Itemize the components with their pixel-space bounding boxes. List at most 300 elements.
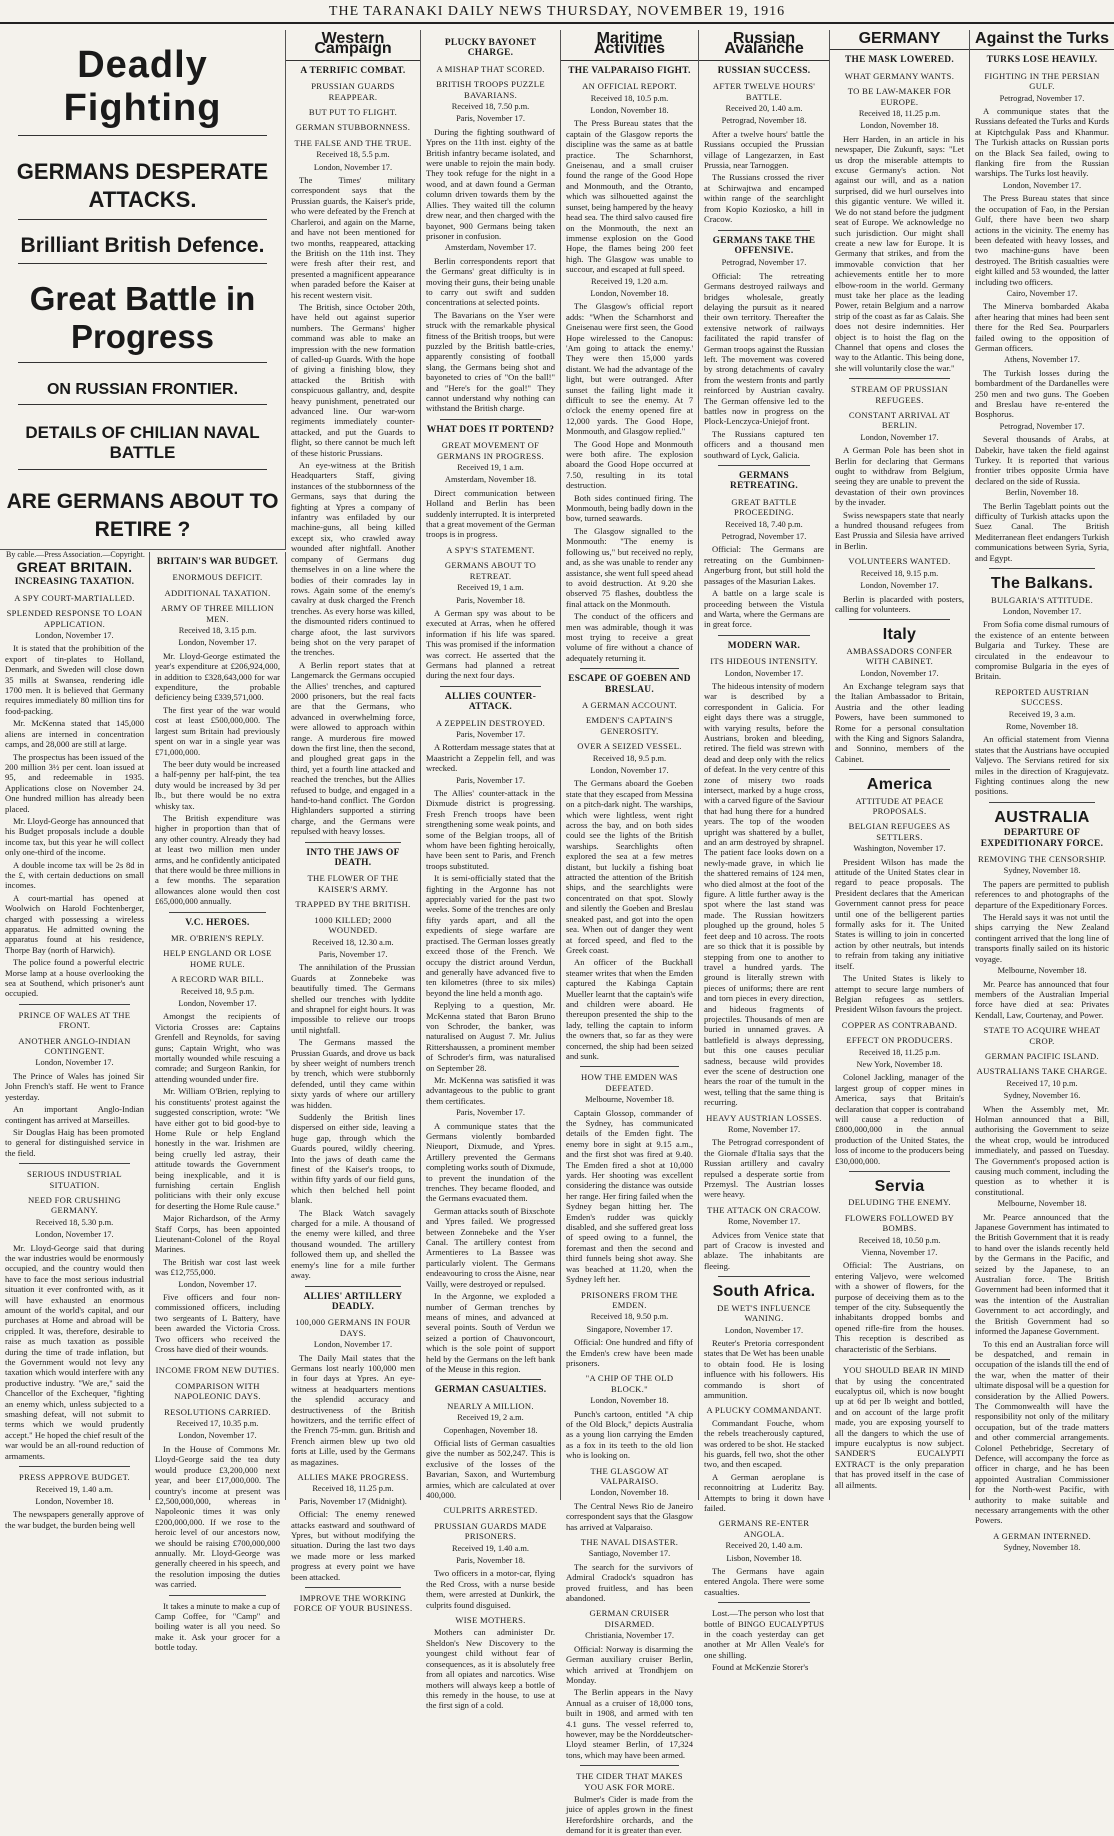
- divider: [18, 469, 267, 470]
- dateline: Sydney, November 16.: [1003, 1091, 1081, 1101]
- subhead: GERMANS RETREATING.: [730, 471, 798, 492]
- dateline: Rome, November 17.: [727, 1125, 801, 1134]
- section-head-western-campaign: Western Campaign: [286, 30, 420, 61]
- dateline: London, November 18.: [590, 288, 669, 298]
- subhead: INCOME FROM NEW DUTIES.: [155, 1365, 280, 1376]
- dateline: Paris, November 17.: [456, 775, 525, 785]
- divider: [440, 1379, 541, 1380]
- divider: [849, 619, 950, 620]
- advertisement: Mothers can administer Dr. Sheldon's New Discovery to the youngest child without fear of consequences, as it is absolutely free from all opiates and narcotics. Wise mothers will always keep a bottle of this remedy in the house, to use at the first sign of a cold.: [426, 1627, 555, 1711]
- paragraph: A communique states that the Germans violently bombarded Nieuport, Dixmude, and Ypres. Artillery prevented the Germans completing works south of Dixmude, to prevent the inundation of the trenches. They became flooded, and the Germans evacuated them.: [426, 1120, 555, 1204]
- dateline: London, November 17.: [313, 1340, 393, 1350]
- received-line: Received 18, 7.40 p.m.: [725, 519, 803, 529]
- received-line: Received 19, 1.40 a.m.: [36, 1484, 113, 1494]
- subhead: THE ATTACK ON CRACOW.: [707, 1204, 821, 1215]
- paragraph: An officer of the Buckhall steamer writes that when the Emden captured the Kabinga Captain Mueller learnt that the captain's wife and children were aboard. He thereupon presented the ship to the lady, telling the captain to inform the owners that, so far as they were concerned, the ship had been seized and sunk.: [566, 957, 693, 1061]
- subhead: ENORMOUS DEFICIT.: [172, 572, 263, 583]
- divider: [718, 230, 810, 231]
- column-against-turks: [970, 30, 1114, 1553]
- divider: [849, 1171, 950, 1172]
- subhead: A GERMAN ACCOUNT.: [582, 699, 677, 710]
- paragraph: The Russians captured ten officers and a thousand men southward of Lyck, Galicia.: [704, 428, 824, 460]
- received-line: Received 19, 1 a.m.: [457, 583, 524, 593]
- subhead: A TERRIFIC COMBAT.: [300, 65, 406, 76]
- subhead: TO BE LAW-MAKER FOR EUROPE.: [847, 86, 952, 107]
- advertisement-head: WISE MOTHERS.: [455, 1615, 526, 1626]
- paragraph: The United States is likely to attempt to secure large numbers of Belgian refugees as settlers. President Wilson favours the project.: [835, 973, 964, 1015]
- paragraph: Replying to a question, Mr. McKenna stated that Baron Bruno von Schroder, the banker, was naturalised on August 7. Mr. Julius Rittershaussen, a prominent member of Schroder's firm, was naturalised on September 28.: [426, 1000, 555, 1073]
- cable-credit: By cable.—Press Association.—Copyright.: [6, 550, 145, 559]
- subhead: INTO THE JAWS OF DEATH.: [306, 847, 400, 869]
- subhead: SPLENDED RESPONSE TO LOAN APPLICATION.: [6, 608, 143, 629]
- subhead: THE FLOWER OF THE KAISER'S ARMY.: [307, 873, 399, 894]
- paragraph: The Germans have again entered Angola. There were some casualties.: [704, 1566, 824, 1597]
- headline-germans-desperate: GERMANS DESPERATE ATTACKS.: [16, 159, 269, 212]
- subhead: MODERN WAR.: [727, 640, 801, 651]
- subhead: PRINCE OF WALES AT THE FRONT.: [18, 1009, 131, 1031]
- section-head-maritime: Maritime Activities: [561, 30, 698, 61]
- divider: [989, 568, 1095, 569]
- headline-russian-frontier: ON RUSSIAN FRONTIER.: [46, 381, 239, 398]
- subhead: THE VALPARAISO FIGHT.: [568, 65, 691, 76]
- paragraph: The newspapers generally approve of the war budget, the burden being well: [5, 1509, 144, 1530]
- subhead: STATE TO ACQUIRE WHEAT CROP.: [983, 1025, 1101, 1046]
- subhead: CULPRITS ARRESTED.: [443, 1505, 538, 1516]
- subhead: ALLIES MAKE PROGRESS.: [297, 1472, 409, 1482]
- subhead: GERMANS TAKE THE OFFENSIVE.: [712, 235, 816, 256]
- dateline: London, November 17.: [860, 668, 939, 678]
- dateline: Cairo, November 17.: [1006, 288, 1078, 298]
- dateline: London, November 17.: [590, 766, 669, 775]
- section-head-russian: Russian Avalanche: [699, 30, 829, 61]
- subhead: BRITISH TROOPS PUZZLE BAVARIANS.: [436, 79, 545, 100]
- dateline: Melbourne, November 18.: [997, 1199, 1087, 1209]
- subhead: REPORTED AUSTRIAN SUCCESS.: [994, 686, 1090, 708]
- received-line: Received 18, 11.25 p.m.: [858, 1047, 941, 1057]
- dateline: London, November 17.: [724, 668, 804, 678]
- paragraph: The Berlin Tageblatt points out the difficulty of Turkish attacks upon the Suez Canal. The British Mediterranean fleet endangers Turkish communications between Syria, Syria, and Egypt.: [975, 500, 1109, 563]
- received-line: Received 19, 2 a.m.: [457, 1413, 524, 1423]
- dateline: Paris, November 18.: [456, 595, 525, 605]
- paragraph: Official: The Austrians, on entering Valjevo, were welcomed with a shower of flowers, for the purpose of deceiving them as to the temper of the city. Subsequently the inhabitants dropped bombs and opened rifle-fire from the houses. This reception is described as characteristic of the Serbians.: [835, 1260, 964, 1354]
- divider: [19, 1004, 130, 1005]
- dateline: Melbourne, November 18.: [585, 1095, 674, 1105]
- subhead: VOLUNTEERS WANTED.: [848, 556, 951, 567]
- divider: [18, 263, 267, 264]
- paragraph: Official lists of German casualties give the number as 502,247. This is exclusive of the losses of the Bavarian, Saxon, and Wurtemburg armies, which are calculated at over 400,000.: [426, 1437, 555, 1500]
- subhead: DE WET'S INFLUENCE WANING.: [717, 1302, 811, 1324]
- subhead: PRUSSIAN GUARDS MADE PRISONERS.: [434, 1520, 547, 1542]
- subhead: GERMANS ABOUT TO RETREAT.: [444, 560, 537, 581]
- paragraph: From Sofia come dismal rumours of the existence of an entente between Bulgaria and Turkey. These are circulated in the endeavour to compromise Bulgaria in the eyes of Britain.: [975, 619, 1109, 682]
- received-line: Received 18, 9.15 p.m.: [860, 568, 939, 578]
- divider: [718, 1602, 810, 1603]
- dateline: Melbourne, November 18.: [997, 966, 1087, 976]
- divider: [305, 842, 401, 843]
- subhead: "A CHIP OF THE OLD BLOCK.": [585, 1373, 674, 1394]
- paragraph: It is semi-officially stated that the fighting in the Argonne has not appreciably varied for the past two weeks. Some of the trenches are only fifty yards apart, and all the expedients of siege warfare are practised. The German losses greatly exceed those of the French. We occupy the district around Verdun, and generally have advanced five to ten kilometres (three to six miles) beyond the line held a month ago.: [426, 873, 555, 998]
- received-line: Received 18, 9.5 p.m.: [180, 986, 255, 996]
- subhead: 1000 KILLED; 2000 WOUNDED.: [314, 914, 392, 936]
- headline-great-battle: Great Battle in Progress: [29, 280, 256, 355]
- subhead: A GERMAN INTERNED.: [993, 1530, 1091, 1541]
- advertisement: It takes a minute to make a cup of Camp Coffee, for "Camp" and boiling water is all you need. So make it. Ask your grocer for a bottle today.: [155, 1600, 280, 1653]
- paragraph: In the Argonne, we exploded a number of German trenches by means of mines, and advanced at several points. South of Verdun we seized a portion of Chauvoncourt, which is the sole point of support held by the Germans on the left bank of the Meuse in this region.: [426, 1291, 555, 1374]
- received-line: Received 20, 1.40 a.m.: [725, 104, 803, 114]
- received-line: Received 19, 1.40 a.m.: [452, 1543, 529, 1553]
- subhead: COPPER AS CONTRABAND.: [841, 1019, 958, 1030]
- paragraph: The Germans aboard the Goeben state that they escaped from Messina on a pitch-dark night. The warships, which were lightless, went right across the bay, and on both sides could see the lights of the British warships. Searchlights often explored the sea at a few metres distant, but luckily a fishing boat attracted the attention of the British ships, and the searchlights were concentrated on that spot. Slowly and silently the Goeben and Breslau sneaked past, and got into the open sea. When out of danger they went at forced speed, and fled to the Greek coast.: [566, 778, 693, 955]
- dateline: London, November 17.: [860, 581, 939, 591]
- dateline: London, November 17.: [860, 432, 939, 442]
- subhead: MR. O'BRIEN'S REPLY.: [170, 933, 265, 943]
- subhead: ADDITIONAL TAXATION.: [164, 587, 271, 598]
- dateline: London, November 17.: [178, 1279, 257, 1289]
- subhead: V.C. HEROES.: [185, 917, 250, 928]
- subhead: ATTITUDE AT PEACE PROPOSALS.: [855, 795, 944, 816]
- paragraph: Mr. Pearce announced that the Japanese Government has intimated to the British Government that it is ready to hand over the islands recently held by the Germans in the Pacific, and seized by the Japanese, to an Australian force. The British Government had been informed that it was the intention of the Australian Government to act accordingly, and the British Government had so informed the Japanese Government.: [975, 1211, 1109, 1337]
- subhead: A RECORD WAR BILL.: [171, 974, 264, 985]
- dateline: Petrograd, November 17.: [721, 532, 807, 542]
- paragraph: A battle on a large scale is proceeding between the Vistula and Warta, where the Germans are in great force.: [704, 588, 824, 630]
- dateline: Lisbon, November 18.: [726, 1553, 802, 1563]
- subhead: WHAT GERMANY WANTS.: [844, 70, 955, 81]
- received-line: Received 18, 5.5 p.m.: [316, 150, 390, 160]
- subhead: A SPY COURT-MARTIALLED.: [14, 592, 135, 603]
- paragraph: Both sides continued firing. The Monmouth, being badly down in the bow, turned seawards.: [566, 492, 693, 524]
- paragraph: A German spy was about to be executed at Arras, when he offered information if his life was spared. This was promised if the information was correct. He asserted that the Germans had planned a retreat during the next four days.: [426, 607, 555, 681]
- paragraph: The Good Hope and Monmouth were both afire. The explosion aboard the Good Hope occurred at 7.50, resulting in its total destruction.: [566, 438, 693, 491]
- paragraph: Major Richardson, of the Army Staff Corps, has been appointed Lieutenant-Colonel of the Royal Marines.: [155, 1213, 280, 1255]
- subhead: DEPARTURE OF EXPEDITIONARY FORCE.: [980, 828, 1104, 849]
- subhead: RUSSIAN SUCCESS.: [717, 65, 811, 76]
- received-line: Received 18, 12.30 a.m.: [312, 937, 394, 947]
- divider: [989, 802, 1095, 803]
- paragraph: Mr. Lloyd-George estimated the year's expenditure at £206,924,000, in addition to £328,643,000 for war expenditure, the probable deficiency being £339,571,000.: [155, 650, 280, 703]
- dateline: Amsterdam, November 17.: [444, 243, 537, 253]
- paragraph: The British war cost last week was £12,755,000.: [155, 1256, 280, 1278]
- received-line: Received 18, 10.5 p.m.: [590, 93, 669, 103]
- column-maritime-activities: [561, 30, 699, 1836]
- subhead: BRITAIN'S WAR BUDGET.: [156, 557, 279, 567]
- paragraph: The Petrograd correspondent of the Giornale d'Italia says that the Russian artillery and cavalry repulsed a desperate sortie from Przemysl. The Austrian losses were heavy.: [704, 1137, 824, 1200]
- paragraph: The Daily Mail states that the Germans lost nearly 100,000 men in four days at Ypres. An eye-witness at headquarters mentions the splendid accuracy and destructiveness of the British howitzers, and the terrific effect of the French 75-mm. gun. British and French airmen blew up two old forts at Lille, used by the Germans as magazines.: [291, 1352, 415, 1467]
- section-head-america: America: [866, 776, 933, 794]
- received-line: Received 18, 3.15 p.m.: [178, 626, 257, 636]
- subhead: GREAT BATTLE PROCEEDING.: [731, 496, 797, 518]
- subhead: GERMAN CASUALTIES.: [434, 1385, 547, 1396]
- headline-british-defence: Brilliant British Defence.: [20, 234, 265, 257]
- advertisement: Lost.—The person who lost that bottle of BINGO EUCALYPTUS in the coach yesterday can get another at Mr Allen Veale's for one shilling.: [704, 1608, 824, 1660]
- received-line: Received 19, 3 a.m.: [1008, 709, 1076, 719]
- paragraph: A German Pole has been shot in Berlin for declaring that Germans ought to withdraw from Belgium, seeing they are unable to prevent the devastation of their own provinces by the invader.: [835, 445, 964, 508]
- dateline: London, November 17.: [724, 1325, 804, 1335]
- subhead: 100,000 GERMANS IN FOUR DAYS.: [295, 1317, 411, 1338]
- paragraph: The police found a powerful electric Morse lamp at a house overlooking the sea at Southend, which prisoner's aunt occupied.: [5, 957, 144, 999]
- section-head-germany: GERMANY: [830, 30, 969, 50]
- paragraph: The first year of the war would cost at least £500,000,000. The largest sum Britain had previously spent on war in a single year was £71,000,000.: [155, 704, 280, 757]
- subhead: REMOVING THE CENSORSHIP.: [977, 854, 1107, 865]
- section-head-australia: AUSTRALIA: [994, 808, 1090, 826]
- dateline: Paris, November 17 (Midnight).: [299, 1496, 407, 1506]
- subhead: AMBASSADORS CONFER WITH CABINET.: [846, 645, 953, 667]
- headline-retire: ARE GERMANS ABOUT TO RETIRE ?: [6, 490, 279, 541]
- advertisement: Found at McKenzie Storer's: [712, 1662, 809, 1673]
- paragraph: The Bavarians on the Yser were struck with the remarkable physical fitness of the British troops, but were puzzled by the British battle-cries, apparently consisting of football slang, the Germans being shot and bayoneted to cries of "On the ball!" and "Here's for the goal!" They cannot understand why nothing can withstand the British charge.: [426, 309, 555, 414]
- divider: [18, 219, 267, 220]
- paragraph: In the House of Commons Mr. Lloyd-George said the tea duty would produce £3,200,000 next year, and beer £17,000,000. The country's income at present was £2,500,000,000, whereas in Napoleonic times it was only £200,000,000. If we rose to the heroic level of our ancestors now, we should be raising £700,000,000 annually. Mr. Lloyd-George was generally cheered in his speech, and the resolution imposing the duties was carried.: [155, 1443, 280, 1590]
- paragraph: Five officers and four non-commissioned officers, including two sergeants of L Battery, have been awarded the Victoria Cross. Two officers who received the Cross have died of their wounds.: [155, 1292, 280, 1355]
- dateline: Paris, November 17.: [456, 729, 525, 739]
- subhead: CONSTANT ARRIVAL AT BERLIN.: [848, 410, 951, 431]
- masthead: [0, 0, 1114, 24]
- section-head-italy: Italy: [882, 626, 917, 644]
- paragraph: The Prince of Wales has joined Sir John French's staff. He went to France yesterday.: [5, 1070, 144, 1102]
- subhead: STREAM OF PRUSSIAN REFUGEES.: [850, 384, 949, 405]
- subhead: ESCAPE OF GOEBEN AND BRESLAU.: [568, 674, 691, 695]
- section-head-servia: Servia: [874, 1178, 925, 1195]
- subhead: FLOWERS FOLLOWED BY BOMBS.: [844, 1212, 955, 1234]
- dateline: Paris, November 17.: [456, 1108, 525, 1118]
- paragraph: Sir Douglas Haig has been promoted to general for distinguished service in the field.: [5, 1126, 144, 1158]
- dateline: Paris, November 17.: [456, 114, 525, 124]
- paragraph: Two officers in a motor-car, flying the Red Cross, with a nurse beside them, were arrested at Dunkirk, the culprits found disguised.: [426, 1568, 555, 1610]
- subhead: TRAPPED BY THE BRITISH.: [295, 899, 411, 910]
- received-line: Received 19, 1.20 a.m.: [591, 276, 668, 286]
- paragraph: The Germans massed the Prussian Guards, and drove us back by sheer weight of numbers trench by trench, which were stubbornly defended, until they came within sixty yards of where our artillery was hidden.: [291, 1037, 415, 1110]
- paragraph: Official: The retreating Germans destroyed railways and bridges wholesale, greatly delaying the pursuit as it neared their own territory. Thereafter the extensive network of railways facilitated the rapid transfer of German troops against the Russian left. The movement was covered by strong detachments of cavalry from the western fronts and partly reinforced by Austrian cavalry. The German offensive led to the battles now in progress on the Plock-Lenczyca-Uniejof front.: [704, 270, 824, 427]
- subhead: PRUSSIAN GUARDS REAPPEAR.: [311, 81, 395, 102]
- divider: [169, 1359, 266, 1360]
- dateline: Paris, November 18.: [456, 1556, 525, 1566]
- paragraph: Mr. Pearce has announced that four members of the Australian Imperial force have died at sea: Privates Kendall, Law, Courtenay, and Power.: [975, 978, 1109, 1020]
- subhead: AUSTRALIANS TAKE CHARGE.: [976, 1066, 1108, 1077]
- subhead: PRISONERS FROM THE EMDEN.: [581, 1289, 678, 1310]
- dateline: London, November 17.: [1002, 606, 1082, 616]
- subhead: AFTER TWELVE HOURS' BATTLE.: [712, 81, 816, 102]
- subhead: ITS HIDEOUS INTENSITY.: [710, 656, 818, 667]
- paragraph: Commandant Fouche, whom the rebels treacherously captured, was ordered to be shot. He stacked his guards, fell two, shot the other two, and then escaped.: [704, 1417, 824, 1470]
- subhead: PRESS APPROVE BUDGET.: [19, 1472, 130, 1483]
- paragraph: The prospectus has been issued of the 200 million 3½ per cent. loan issued at 95, and redeemable in 1935. Applications close on November 24. One hundred million has already been placed.: [5, 751, 144, 814]
- paragraph: Mr. William O'Brien, replying to his constituents' protest against the suggested conscription, wrote: "We have either got to bid good-bye to Home Rule or help England honestly in the war. Irishmen are being cruelly led astray, their attitude towards the Government being inexplicable, and it is furnishing certain English politicians with their only excuse for deserting the Home Rule cause.": [155, 1086, 280, 1211]
- dateline: Rome, November 17.: [727, 1217, 801, 1227]
- subhead: INCREASING TAXATION.: [14, 577, 135, 588]
- section-head-great-britain: GREAT BRITAIN.: [16, 559, 133, 575]
- paragraph: The Berlin appears in the Navy Annual as a cruiser of 18,000 tons, built in 1908, and armed with ten 4.1 guns. The vessel referred to, however, may be the Norddeutscher-Lloyd steamer Berlin, of 17,324 tons, which may have been armed.: [566, 1687, 693, 1760]
- column-war-budget: [150, 552, 286, 1653]
- subhead: NEARLY A MILLION.: [447, 1400, 534, 1411]
- paragraph: The Press Bureau states that the captain of the Glasgow reports the discipline was the same as at battle practice. The Scharnhorst, Gneisenau, and a small cruiser found the range of the Good Hope and Monmouth, and the Otranto, which was silhouetted against the sunset, being hampered by the heavy head sea. The third salvo caused fire on the Monmouth, the next an immense explosion on the Good Hope, the flames being 200 feet high. The Glasgow was unable to succour, and escaped at full speed.: [566, 118, 693, 275]
- paragraph: The search for the survivors of Admiral Cradock's squadron has proved fruitless, and has been abandoned.: [566, 1561, 693, 1604]
- subhead: EFFECT ON PRODUCERS.: [846, 1035, 953, 1046]
- subhead: GERMAN STUBBORNNESS.: [295, 122, 411, 133]
- subhead: BUT PUT TO FLIGHT.: [308, 107, 398, 118]
- dateline: Berlin, November 18.: [1005, 488, 1079, 498]
- divider: [440, 686, 541, 687]
- column-bayonet-charge: [421, 30, 561, 1711]
- divider: [849, 1359, 950, 1360]
- subhead: OVER A SEIZED VESSEL.: [577, 741, 682, 752]
- received-line: Received 18, 9.50 p.m.: [590, 1312, 669, 1322]
- dateline: Paris, November 17.: [318, 949, 388, 959]
- paragraph: A double income tax will be 2s 8d in the £, with certain deductions on small incomes.: [5, 859, 144, 891]
- column-russian-avalanche: [699, 30, 830, 1673]
- paragraph: To this end an Australian force will be despatched, and remain in occupation of the islands till the end of the war, when the matter of their ultimate disposal will be a question for consideration by the Allied Powers. The Commonwealth will have the responsibility not only of the military occupation, but of the trade matters and other commercial arrangements. Colonel Pethebridge, Secretary of Defence, will accompany the force as officer in charge, and he has been appointed Australian Commissioner for the North-west Pacific, with authority to make suitable and necessary arrangements with the other Powers.: [975, 1338, 1109, 1526]
- paragraph: The British expenditure was higher in proportion than that of any other country. Already they had at least two million men under arms, and he confidently anticipated that there would be three millions in a few months. The separation allowances alone would then cost £65,000,000 annually.: [155, 812, 280, 907]
- paragraph: Official: One hundred and fifty of the Emden's crew have been made prisoners.: [566, 1337, 693, 1368]
- paragraph: Punch's cartoon, entitled "A chip of the Old Block," depicts Australia as a young lion carrying the Emden as a fox in its teeth to the old lion who is looking on.: [566, 1408, 693, 1461]
- paragraph: German attacks south of Bixschote and Ypres failed. We progressed between Zonnebeke and the Yser Canal. The artillery contest from Armentieres to La Bassee was particularly violent. The Germans endeavouring to cross the Aisne, near Vailly, were destroyed or repulsed.: [426, 1205, 555, 1289]
- dateline: Sydney, November 18.: [1003, 866, 1081, 876]
- dateline: Vienna, November 17.: [861, 1248, 938, 1258]
- paragraph: Colonel Jackling, manager of the largest group of copper mines in America, says that Britain's declaration that copper is contraband will cause a reduction of £800,000,000 in the annual production of the United States, the loss of income to the producers being £30,000,000.: [835, 1072, 964, 1166]
- paragraph: An important Anglo-Indian contingent has arrived at Marseilles.: [5, 1104, 144, 1125]
- subhead: ALLIES' ARTILLERY DEADLY.: [303, 1291, 403, 1312]
- headline-chilian-battle: DETAILS OF CHILIAN NAVAL BATTLE: [25, 423, 260, 462]
- paragraph: Several thousands of Arabs, at Dabekir, have taken the field against Turkey. It is reported that various frontier tribes opposite Urmia have declared on the side of Russia.: [975, 434, 1109, 486]
- subhead: FIGHTING IN THE PERSIAN GULF.: [984, 70, 1100, 92]
- received-line: Received 20, 1.40 a.m.: [725, 1541, 803, 1551]
- subhead: THE NAVAL DISASTER.: [580, 1537, 679, 1548]
- paragraph: The Press Bureau states that since the occupation of Fao, in the Persian Gulf, there have been two sharp actions in the vicinity. The enemy has been defeated with heavy losses, and two machine-guns have been destroyed. The British casualties were eight killed and 53 wounded, the latter including two officers.: [975, 193, 1109, 287]
- divider: [19, 1466, 130, 1467]
- advertisement: YOU SHOULD BEAR IN MIND that by using the concentrated eucalyptus oil, which is now bought up at 6d per lb weight and bottled, and on account of the large profit made, you are exposing yourself to all the dangers to which the use of impure eucalyptus is now subject. SANDER'S EUCALYPTI EXTRACT is the only preparation that has proved itself in the case of all ailments.: [835, 1365, 964, 1490]
- paragraph: A Berlin report states that at Langemarck the Germans occupied the Allies' trenches, and captured 2000 prisoners, but the real facts are that the Germans, who advanced in overwhelming force, were allowed to approach within range. A murderous fire mowed down the first line, then the second, and ploughed great gaps in the third, yet a fourth line attacked and reached the trenches, but the Allies refused to budge, and engaged in a hand-to-hand conflict. The Gordon Highlanders supported a stirring charge, and the Germans were repulsed with heavy losses.: [291, 659, 415, 837]
- dateline: Petrograd, November 17.: [999, 93, 1085, 103]
- paragraph: An Exchange telegram says that the Italian Ambassador to Britain, Austria and the other leading Powers, have been summoned to Rome for a personal consultation with the King and Signors Salandra, and Sonnino, members of the Cabinet.: [835, 680, 964, 764]
- divider: [849, 769, 950, 770]
- paragraph: Advices from Venice state that part of Cracow is invested and ablaze. The inhabitants are fleeing.: [704, 1229, 824, 1271]
- subhead: A PLUCKY COMMANDANT.: [706, 1405, 822, 1416]
- paragraph: President Wilson has made the attitude of the United States clear in regard to peace proposals. The President declares that the American Government cannot press for peace until one of the belligerent parties formally asks for it. The United States is willing to join in concerted action by other neutrals, but intends to refrain from taking any initiative itself.: [835, 856, 964, 971]
- paragraph: A court-martial has opened at Woolwich on Harold Fochtenberger, charged with possessing a wireless apparatus. He admitted owning the apparatus found at his residence, Thorpe Bay (north of Harwich).: [5, 892, 144, 955]
- divider: [305, 1587, 401, 1588]
- paragraph: Captain Glossop, commander of the Sydney, has communicated details of the Emden fight. The enemy bore in sight at 9.15 a.m., and the first shot was fired at 9.40. The Emden fired a shot at 10,000 yards. Her shooting was excellent considering the distance was outside her range. Her firing failed when the Sydney began hitting her. The Emden's rudder was quickly disabled, and she suffered great loss of speed owing to a funnel, the foremast and then the second and third funnels being shot away. She was beached at 11.20, when the Sydney left her.: [566, 1107, 693, 1285]
- section-head-turks: Against the Turks: [970, 30, 1114, 50]
- divider: [718, 1276, 810, 1277]
- subhead: COMPARISON WITH NAPOLEONIC DAYS.: [174, 1380, 261, 1402]
- divider: [19, 1163, 130, 1164]
- paragraph: Amongst the recipients of Victoria Crosses are: Captains Grenfell and Reynolds, for saving guns; Captain Wright, who was mortally wounded while rescuing a comrade; and Surgeon Rankin, for attending wounded under fire.: [155, 1011, 280, 1084]
- divider: [305, 1286, 401, 1287]
- subhead: GERMAN CRUISER DISARMED.: [589, 1608, 670, 1629]
- paragraph: During the fighting southward of Ypres on the 11th inst. eighty of the British infantry became isolated, and were unable to rejoin the main body. They took refuge for the night in a wood, and at dawn found a German column driven towards them by the Allies. They waited till the column drew near, and then charged with the bayonet, 900 Germans being taken prisoner in confusion.: [426, 126, 555, 241]
- dateline: London, November 18.: [860, 121, 939, 131]
- paragraph: Mr. McKenna stated that 145,000 aliens are interned in concentration camps, and 28,000 are still at large.: [5, 718, 144, 750]
- subhead: WHAT DOES IT PORTEND?: [426, 424, 555, 435]
- subhead: GREAT MOVEMENT OF GERMANS IN PROGRESS.: [437, 440, 544, 461]
- paragraph: The Herald says it was not until the ships carrying the New Zealand contingent arrived that the long line of transports finally sailed on its historic voyage.: [975, 912, 1109, 964]
- advertisement: Bulmer's Cider is made from the juice of apples grown in the finest Herefordshire orchards, and the demand for it is greater than ever.: [566, 1793, 693, 1836]
- dateline: London, November 17.: [178, 638, 257, 648]
- divider: [18, 404, 267, 405]
- dateline: Singapore, November 17.: [586, 1324, 673, 1334]
- dateline: London, November 18.: [590, 1488, 669, 1498]
- subhead: BELGIAN REFUGEES AS SETTLERS.: [848, 821, 951, 842]
- subhead: DELUDING THE ENEMY.: [848, 1197, 951, 1208]
- paragraph: It is stated that the prohibition of the export of tin-plates to Holland, Denmark, and Sweden will close down 35 mills at Swansea, rendering idle 1700 men. It is believed that Germany requires immediately 80 million tins for food-packing.: [5, 643, 144, 716]
- paragraph: A German aeroplane is reconnoitring at Luderitz Bay. Attempts to bring it down have failed.: [704, 1471, 824, 1513]
- dateline: London, November 17.: [35, 1230, 114, 1240]
- dateline: Petrograd, November 17.: [999, 421, 1085, 431]
- subhead: GERMAN PACIFIC ISLAND.: [985, 1050, 1099, 1061]
- divider: [18, 362, 267, 363]
- divider: [849, 378, 950, 379]
- subhead: THE MASK LOWERED.: [844, 55, 955, 66]
- paragraph: The Glasgow's official report adds: "When the Scharnhorst and Gneisenau were first seen, the Good Hope wirelessed to the Canopus: 'Am going to attack the enemy.' They were then 15,000 yards distant. We had the advantage of the light, but were outranged. After sunset the failing light made it difficult to see the enemy. At 7 o'clock the enemy opened fire at 12,000 yards. The Good Hope, Monmouth, and Glasgow replied.": [566, 301, 693, 437]
- paragraph: The Black Watch savagely charged for a mile. A thousand of the enemy were killed, and three thousand wounded. The artillery followed them up, and shelled the enemy's line for a mile further away.: [291, 1207, 415, 1281]
- received-line: Received 18, 11.25 p.m.: [858, 109, 941, 119]
- subhead: NEED FOR CRUSHING GERMANY.: [28, 1194, 121, 1216]
- received-line: Received 18, 7.50 p.m.: [451, 102, 530, 112]
- subhead: GERMANS RE-ENTER ANGOLA.: [718, 1518, 810, 1539]
- divider: [18, 135, 267, 136]
- paragraph: Berlin correspondents report that the Germans' great difficulty is in moving their guns, their being unable to carry out swift and sudden concentrations at selected points.: [426, 255, 555, 308]
- advertisement-head: IMPROVE THE WORKING FORCE OF YOUR BUSINESS.: [293, 1593, 413, 1614]
- dateline: London, November 17.: [35, 631, 114, 641]
- dateline: Copenhagen, November 18.: [443, 1425, 538, 1435]
- divider: [440, 419, 541, 420]
- dateline: London, November 17.: [1002, 180, 1082, 190]
- paragraph: The Turkish losses during the bombardment of the Dardanelles were 250 men and two guns. The Goeben and Breslau have re-entered the Bosphorus.: [975, 367, 1109, 420]
- subhead: AN OFFICIAL REPORT.: [582, 81, 677, 92]
- paragraph: The Russians crossed the river at Schirwajtwa and encamped within range of the searchlight from Kopio Koziosko, a hill in Cracow.: [704, 172, 824, 225]
- paragraph: Official: Norway is disarming the German auxiliary cruiser Berlin, which arrived at Trondhjem on Monday.: [566, 1643, 693, 1685]
- subhead: A MISHAP THAT SCORED.: [436, 63, 545, 74]
- dateline: Sydney, November 18.: [1003, 1543, 1081, 1553]
- subhead: RESOLUTIONS CARRIED.: [164, 1406, 271, 1417]
- paragraph: The hideous intensity of modern war is described by a correspondent in Galicia. For eight days there was a struggle, with varying results, before the Austrians, broken and bleeding, retired. The field was strewn with dead and deep only with the relics of defeat. In the very centre of this zone of misery two roads intersect, marked by a huge cross, with a carved figure of the Saviour that had hung there for a hundred years. The top of the wooden upright was shattered by a bullet, and an arm destroyed by shrapnel. The patient face looks down on a newly-made grave, in which lie the shattered remains of 124 men, who died almost at the foot of the figure. A little further away is the spot where the last stand was made. The Russian howitzers ploughed up the ground, holes 5 feet deep and 10 across. The roots are so thick that it is possible by stepping from one to another to travel a hundred yards. The ground is literally strewn with pieces of uniforms; there are rent and torn pieces in every direction, and hideous fragments of projectiles. Thousands of men are buried in unnamed graves. A battlefield is always depressing, but this one causes peculiar sadness, because wild provides ever the scene of destruction one hears the roar of the tumult in the west, telling that the same thing is recurring.: [704, 680, 824, 1108]
- divider: [580, 1765, 679, 1766]
- dateline: London, November 17.: [178, 999, 257, 1009]
- paragraph: Herr Harden, in an article in his newspaper, Die Zukunft, says: "Let us drop the miserable attempts to excuse Germany's action. Not against our will, and as a nation surprised, did we hurl ourselves into this gigantic venture. We willed it. We do not stand before the judgment seat of Europe. We acknowledge no such jurisdiction. Our might shall create a new law for Europe. It is Germany that strikes, and from the immovable conviction that her achievements entitle her to more elbow-room in the world. Germany must take her place as the leading Power, retain Belgium and a narrow strip of the coast as far as Calais. She does not desire indemnities. Her object is to hoist the flag on the Channel that opens and closes the way to the Atlantic. This being done, she will voluntarily close the war.": [835, 133, 964, 373]
- paragraph: A communique states that the Russians defeated the Turks and Kurds at Kiptchgulak Pass and Khanmur. The Turkish attacks on Russian ports on the Black Sea failed, owing to flanking fire from the Russian warships. The Turks lost heavily.: [975, 106, 1109, 179]
- section-head-bayonet: PLUCKY BAYONET CHARGE.: [444, 38, 537, 59]
- paragraph: The conduct of the officers and men was admirable, though it was most trying to receive a great volume of fire without a chance of adequately returning it.: [566, 611, 693, 663]
- dateline: London, November 18.: [590, 1396, 669, 1406]
- paragraph: An eye-witness at the British Headquarters Staff, giving instances of the stubbornness of the Germans, says that during the fighting at Ypres a company of infantry was enfiladed by our machine-guns, all being killed except six, who crawled away wounded after nightfall. Another company of Germans dug themselves in on a line where the bodies of their comrades lay in rows. Again some of the enemy's cavalry at dusk charged the French trenches. As every horse was killed, the dismounted riders continued to charge afoot, the last survivors being shot on the very parapet of the trenches.: [291, 460, 415, 658]
- paragraph: The British, since October 20th, have held out against superior numbers. The Germans' higher command was able to make an impression with the new formation of called-up Guards. With the hope of giving a finishing blow, they attacked the British with conspicuous gallantry, and, despite heavy punishment, penetrated our advanced line. Our war-worn regiments immediately counter-attacked, and put the Guards to flight, so there cannot be much left of these historic Prussians.: [291, 301, 415, 458]
- dateline: Santiago, November 17.: [588, 1549, 671, 1559]
- dateline: London, November 18.: [590, 106, 669, 116]
- paragraph: After a twelve hours' battle the Russians occupied the Prussian village of Langezarzen, in East Prussia, near Tarnoggen.: [704, 128, 824, 171]
- paragraph: Swiss newspapers state that nearly a hundred thousand refugees from East Prussia and Silesia have arrived in Berlin.: [835, 509, 964, 551]
- divider: [169, 1595, 266, 1596]
- column-great-britain: [0, 552, 150, 1530]
- dateline: London, November 17.: [178, 1431, 257, 1441]
- paragraph: An official statement from Vienna states that the Austrians have occupied Valjevo. The Servians retired for six miles in the direction of Kragujevatz. Fighting continues along the new positions.: [975, 734, 1109, 797]
- received-line: Received 18, 9.5 p.m.: [592, 753, 667, 763]
- dateline: Athens, November 17.: [1004, 355, 1080, 365]
- received-line: Received 17, 10.35 p.m.: [176, 1419, 259, 1429]
- paragraph: Mr. Lloyd-George said that during the war industries would be enormously occupied, and the country would then have to face the most serious industrial situation it ever confronted with, as it will have exhausted an enormous amount of the world's capital, and our purchases at Home and abroad will be crippled. It was, therefore, desirable to raise as much taxation as possible during the time of trade inflation, but the Government would not levy any taxation which would interfere with any productive industry. "We are," said the Chancellor of the Exchequer, "fighting an enemy which, unless subjected to a smashing defeat, will not submit to terms which we would prudently accept." He hoped the chief result of the war would be an all-round reduction of armaments.: [5, 1242, 144, 1461]
- dateline: Amsterdam, November 18.: [444, 475, 537, 485]
- received-line: Received 18, 10.50 p.m.: [858, 1235, 941, 1245]
- dateline: London, November 17.: [313, 162, 393, 172]
- subhead: THE GLASGOW AT VALPARAISO.: [590, 1465, 669, 1486]
- subhead: ALLIES COUNTER-ATTACK.: [444, 691, 537, 713]
- paragraph: Reuter's Pretoria correspondent states that De Wet has been unable to obtain food. He is losing influence with his followers. His commando is short of ammunition.: [704, 1337, 824, 1400]
- dateline: Petrograd, November 18.: [721, 116, 807, 126]
- paragraph: The Minerva bombarded Akaba after hearing that mines had been sent there for the Red Sea. Pourparlers failed owing to the opposition of German officers.: [975, 301, 1109, 353]
- paragraph: The Times' military correspondent says that the Prussian guards, the Kaiser's pride, who were defeated by the French at Charleroi, and again on the Marne, and have not been mentioned for two months, reappeared, attacking the British on the 11th inst. They were fresh after their rest, and presented a magnificent appearance when paraded before the Kaiser at his recent western visit.: [291, 175, 415, 300]
- divider: [580, 1066, 679, 1067]
- column-western-campaign: [286, 30, 421, 1614]
- section-head-south-africa: South Africa.: [712, 1283, 816, 1301]
- dateline: Christiania, November 17.: [585, 1631, 674, 1641]
- column-germany: [830, 30, 970, 1500]
